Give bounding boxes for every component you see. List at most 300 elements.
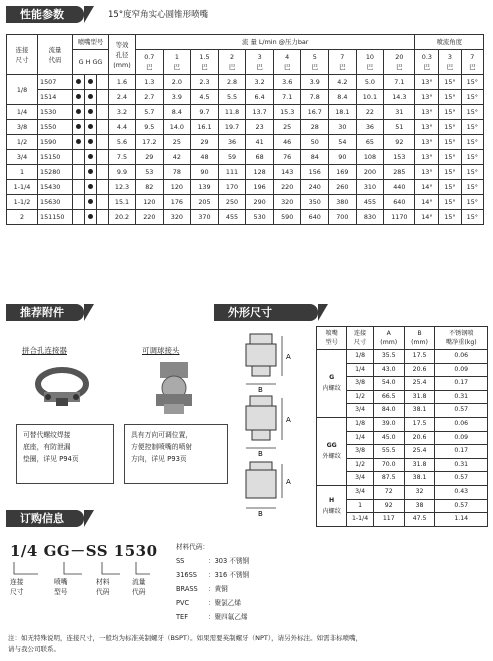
available-dot [76,79,81,84]
cell-flow: 590 [273,210,301,225]
cell-flow: 285 [384,165,415,180]
cell-code: 1507 [38,75,73,90]
cell-angle: 13° [415,120,439,135]
cell-angle: 15° [439,150,461,165]
cell-flow: 50 [301,135,329,150]
cell-type-g [73,105,85,120]
pressure-header: 2 巴 [218,50,246,75]
dim-cell: 0.09 [435,431,488,445]
dim-cell: 55.5 [373,445,404,459]
cell-type-h [85,90,97,105]
cell-flow: 220 [273,180,301,195]
cell-type-h [85,120,97,135]
dim-cell: 38.1 [404,404,435,418]
cell-type-g [73,120,85,135]
pressure-header: 7 巴 [329,50,357,75]
cell-flow: 530 [246,210,274,225]
table-row [7,180,484,195]
material-item [176,610,306,624]
dim-cell: 1 [347,499,374,513]
cell-flow: 6.4 [246,90,274,105]
table-row [7,150,484,165]
available-dot [88,184,93,189]
pressure-header: 20 巴 [384,50,415,75]
material-item [176,596,306,610]
cell-code: 15430 [38,180,73,195]
available-dot [88,109,93,114]
col-header-flow: 流 量 L/min @压力bar [136,35,415,50]
cell-orifice: 5.6 [109,135,136,150]
cell-flow: 290 [246,195,274,210]
dim-type-name: G [329,374,335,382]
cell-type-g [73,150,85,165]
cell-flow: 9.7 [191,105,219,120]
cell-flow: 4.5 [191,90,219,105]
dim-label-a3: A [286,478,291,486]
cell-angle: 15° [439,135,461,150]
cell-type-g [73,195,85,210]
cell-flow: 5.7 [136,105,164,120]
cell-flow: 11.8 [218,105,246,120]
cell-angle: 15° [439,90,461,105]
dim-cell: 117 [373,513,404,527]
material-desc: ：303 不锈钢 [208,557,250,565]
cell-flow: 53 [136,165,164,180]
cell-flow: 320 [163,210,191,225]
cell-type-g [73,210,85,225]
cell-type-gg [97,135,109,150]
dim-cell: 31.8 [404,458,435,472]
cell-flow: 455 [356,195,384,210]
cell-flow: 108 [356,150,384,165]
cell-size: 3/4 [7,150,38,165]
dim-cell: 0.09 [435,363,488,377]
dim-cell: 0.06 [435,350,488,364]
cell-orifice: 15.1 [109,195,136,210]
table-row [7,75,484,90]
cell-flow: 84 [301,150,329,165]
cell-size: 1/8 [7,75,38,105]
dim-cell: 87.5 [373,472,404,486]
dim-cell: 0.31 [435,390,488,404]
table-row [317,417,488,431]
available-dot [88,214,93,219]
cell-flow: 169 [329,165,357,180]
angle-pressure-header: 3 巴 [439,50,461,75]
cell-angle: 15° [461,135,483,150]
cell-flow: 15.3 [273,105,301,120]
cell-size: 1/4 [7,105,38,120]
cell-flow: 170 [218,180,246,195]
section-subtitle: 15°度窄角实心圆锥形喷嘴 [108,10,209,20]
angle-pressure-header: 0.3 巴 [415,50,439,75]
cell-flow: 17.2 [136,135,164,150]
cell-flow: 82 [136,180,164,195]
pressure-header: 5 巴 [301,50,329,75]
cell-flow: 350 [301,195,329,210]
cell-flow: 36 [356,120,384,135]
available-dot [88,139,93,144]
cell-flow: 41 [246,135,274,150]
cell-angle: 15° [461,165,483,180]
dim-cell: 1/8 [347,417,374,431]
dim-cell: 1/4 [347,431,374,445]
cell-size: 1-1/2 [7,195,38,210]
cell-flow: 92 [384,135,415,150]
cell-flow: 830 [356,210,384,225]
cell-code: 1514 [38,90,73,105]
cell-type-h [85,180,97,195]
cell-type-h [85,150,97,165]
cell-flow: 156 [301,165,329,180]
cell-flow: 78 [163,165,191,180]
cell-angle: 13° [415,150,439,165]
cell-flow: 196 [246,180,274,195]
available-dot [88,154,93,159]
material-title: 材料代码： [176,543,209,551]
angle-pressure-header: 7 巴 [461,50,483,75]
cell-type-gg [97,75,109,90]
dim-header-weight: 不锈钢喷 嘴净重(kg) [435,327,488,350]
cell-flow: 30 [329,120,357,135]
dim-header-a: A (mm) [373,327,404,350]
cell-code: 1550 [38,120,73,135]
dim-cell: 3/4 [347,472,374,486]
dim-cell: 72 [373,485,404,499]
cell-flow: 120 [136,195,164,210]
dim-label-b3: B [258,510,263,518]
cell-orifice: 3.2 [109,105,136,120]
cell-code: 15150 [38,150,73,165]
cell-flow: 9.5 [136,120,164,135]
cell-flow: 25 [273,120,301,135]
cell-flow: 59 [218,150,246,165]
cell-type-g [73,90,85,105]
cell-flow: 3.6 [273,75,301,90]
section-header-performance: 性能参数 [6,6,84,23]
cell-flow: 14.0 [163,120,191,135]
cell-flow: 4.2 [329,75,357,90]
cell-flow: 640 [384,195,415,210]
cell-flow: 16.7 [301,105,329,120]
cell-flow: 36 [218,135,246,150]
dim-header-type: 喷嘴 型号 [317,327,347,350]
cell-angle: 13° [415,165,439,180]
cell-type-gg [97,105,109,120]
cell-flow: 320 [273,195,301,210]
cell-flow: 29 [191,135,219,150]
table-row [317,485,488,499]
dim-type-sub: 内螺纹 [322,385,341,393]
pressure-header: 10 巴 [356,50,384,75]
cell-angle: 14° [415,195,439,210]
dim-label-a2: A [286,416,291,424]
table-row [7,90,484,105]
cell-flow: 46 [273,135,301,150]
cell-flow: 200 [356,165,384,180]
cell-flow: 260 [329,180,357,195]
cell-type-gg [97,180,109,195]
dim-cell: 66.5 [373,390,404,404]
available-dot [76,94,81,99]
dim-cell: 1/2 [347,458,374,472]
cell-flow: 2.8 [218,75,246,90]
cell-flow: 3.9 [163,90,191,105]
cell-type-h [85,105,97,120]
dim-cell: 17.5 [404,417,435,431]
cell-angle: 15° [461,150,483,165]
col-header-type-sub: G H GG [73,50,109,75]
label-nozzle-type: 喷嘴 型号 [54,578,68,596]
cell-angle: 15° [461,75,483,90]
dim-cell: 1.14 [435,513,488,527]
col-header-angle: 喷流角度 [415,35,484,50]
cell-orifice: 7.5 [109,150,136,165]
cell-flow: 31 [384,105,415,120]
cell-flow: 8.4 [163,105,191,120]
section-header-ordering: 订购信息 [6,510,84,527]
pressure-header: 1 巴 [163,50,191,75]
cell-orifice: 9.9 [109,165,136,180]
dim-cell: 31.8 [404,390,435,404]
dim-type-sub: 内螺纹 [322,507,341,515]
spec-table [6,34,484,225]
dim-cell: 3/4 [347,485,374,499]
cell-flow: 380 [329,195,357,210]
material-desc: ：黄铜 [208,585,228,593]
material-desc: ：聚四氟乙烯 [208,613,248,621]
cell-flow: 700 [329,210,357,225]
cell-angle: 14° [415,210,439,225]
cell-angle: 13° [415,135,439,150]
cell-type-h [85,195,97,210]
cell-orifice: 4.4 [109,120,136,135]
dim-cell: 1/4 [347,363,374,377]
cell-type-g [73,135,85,150]
dim-cell: 0.31 [435,458,488,472]
cell-orifice: 1.6 [109,75,136,90]
nozzle-dimension-drawings [236,330,298,530]
order-code-example: 1/4 GG－SS 1530 [10,542,158,560]
dim-header-b: B (mm) [404,327,435,350]
ball-joint-image [146,360,202,416]
cell-code: 151150 [38,210,73,225]
split-clamp-image [26,362,98,412]
table-row [7,135,484,150]
cell-flow: 51 [384,120,415,135]
dim-cell: 25.4 [404,445,435,459]
table-row [7,105,484,120]
cell-type-gg [97,165,109,180]
dim-cell: 38 [404,499,435,513]
available-dot [76,139,81,144]
cell-type-h [85,75,97,90]
cell-angle: 13° [415,90,439,105]
cell-angle: 15° [461,105,483,120]
cell-angle: 15° [461,195,483,210]
cell-flow: 16.1 [191,120,219,135]
cell-type-gg [97,150,109,165]
cell-flow: 18.1 [329,105,357,120]
cell-flow: 139 [191,180,219,195]
label-flow: 流量 代码 [132,578,146,596]
dim-cell: 17.5 [404,350,435,364]
table-row [7,210,484,225]
cell-angle: 15° [461,210,483,225]
cell-flow: 68 [246,150,274,165]
cell-flow: 65 [356,135,384,150]
cell-type-g [73,165,85,180]
cell-flow: 128 [246,165,274,180]
material-desc: ：聚氯乙烯 [208,599,241,607]
dim-cell: 54.0 [373,377,404,391]
cell-flow: 5.0 [356,75,384,90]
col-header-nozzle-type: 喷嘴型号 [73,35,109,50]
dim-type-cell [317,485,347,526]
cell-flow: 25 [163,135,191,150]
material-item [176,582,306,596]
cell-type-gg [97,210,109,225]
cell-angle: 15° [461,180,483,195]
cell-angle: 15° [439,210,461,225]
material-codes [176,540,306,624]
available-dot [88,124,93,129]
pressure-header: 4 巴 [273,50,301,75]
cell-flow: 640 [301,210,329,225]
accessory-title-connector: 拼合孔连接器 [22,346,67,355]
dim-cell: 47.5 [404,513,435,527]
cell-orifice: 2.4 [109,90,136,105]
cell-type-gg [97,90,109,105]
cell-angle: 15° [439,120,461,135]
cell-flow: 2.7 [136,90,164,105]
table-row [7,165,484,180]
cell-orifice: 12.3 [109,180,136,195]
dimension-table [316,326,488,527]
cell-flow: 7.1 [273,90,301,105]
dim-cell: 3/8 [347,377,374,391]
cell-flow: 22 [356,105,384,120]
cell-flow: 153 [384,150,415,165]
cell-flow: 42 [163,150,191,165]
cell-type-h [85,210,97,225]
cell-flow: 440 [384,180,415,195]
accessory-title-ball-joint: 可调球接头 [142,346,180,355]
cell-flow: 111 [218,165,246,180]
cell-flow: 370 [191,210,219,225]
cell-size: 3/8 [7,120,38,135]
dim-cell: 45.0 [373,431,404,445]
col-header-connection: 连接 尺寸 [7,35,38,75]
cell-flow: 143 [273,165,301,180]
dim-cell: 3/8 [347,445,374,459]
dim-cell: 32 [404,485,435,499]
cell-angle: 15° [439,180,461,195]
accessory-desc-ball-joint: 具有万向可调位置， 方便控制喷嘴的喷射 方向，详见 P93页 [124,424,228,484]
dim-cell: 0.57 [435,499,488,513]
cell-flow: 28 [301,120,329,135]
cell-code: 15280 [38,165,73,180]
cell-type-gg [97,195,109,210]
dim-type-sub: 外螺纹 [322,453,341,461]
pressure-header: 0.7 巴 [136,50,164,75]
table-row [7,120,484,135]
cell-flow: 240 [301,180,329,195]
material-desc: ：316 不锈钢 [208,571,250,579]
table-row [317,350,488,364]
dim-label-b2: B [258,450,263,458]
dim-cell: 1-1/4 [347,513,374,527]
cell-flow: 3.2 [246,75,274,90]
cell-flow: 310 [356,180,384,195]
label-connection: 连接 尺寸 [10,578,24,596]
cell-size: 1-1/4 [7,180,38,195]
dim-label-b1: B [258,386,263,394]
cell-code: 15630 [38,195,73,210]
table-row [7,195,484,210]
material-code: TEF [176,613,188,621]
cell-flow: 2.3 [191,75,219,90]
dim-header-connection: 连接 尺寸 [347,327,374,350]
cell-angle: 13° [415,75,439,90]
cell-flow: 23 [246,120,274,135]
cell-angle: 13° [415,105,439,120]
dim-cell: 43.0 [373,363,404,377]
cell-type-gg [97,120,109,135]
dim-cell: 92 [373,499,404,513]
dim-cell: 38.1 [404,472,435,486]
dim-type-name: H [329,496,335,504]
available-dot [88,169,93,174]
cell-angle: 15° [439,165,461,180]
dim-cell: 39.0 [373,417,404,431]
cell-flow: 455 [218,210,246,225]
cell-flow: 220 [136,210,164,225]
cell-flow: 1170 [384,210,415,225]
available-dot [88,79,93,84]
dim-label-a1: A [286,353,291,361]
dim-cell: 0.17 [435,445,488,459]
section-header-accessories: 推荐附件 [6,304,84,321]
dim-cell: 3/4 [347,404,374,418]
cell-flow: 90 [329,150,357,165]
cell-code: 1590 [38,135,73,150]
cell-code: 1530 [38,105,73,120]
available-dot [88,199,93,204]
cell-flow: 90 [191,165,219,180]
cell-flow: 54 [329,135,357,150]
cell-flow: 10.1 [356,90,384,105]
cell-flow: 5.5 [218,90,246,105]
cell-flow: 19.7 [218,120,246,135]
cell-size: 1 [7,165,38,180]
dim-cell: 20.6 [404,363,435,377]
available-dot [88,94,93,99]
dim-cell: 35.5 [373,350,404,364]
cell-size: 2 [7,210,38,225]
material-item [176,554,306,568]
dim-cell: 0.06 [435,417,488,431]
dim-type-name: GG [326,442,337,450]
dim-cell: 20.6 [404,431,435,445]
cell-angle: 15° [439,195,461,210]
cell-angle: 15° [439,75,461,90]
accessory-desc-connector: 可替代螺纹焊接 底座，有防泄漏 垫圈，详见 P94页 [16,424,114,484]
footnote: 注：如无特殊说明，连接尺寸，一般均为标准英制螺牙（BSPT）。如果需要英制螺牙（NPT），请另外标注。如需非标喷嘴， 请与我公司联系。 [8,634,363,653]
cell-type-h [85,165,97,180]
material-code: 316SS [176,571,197,579]
dim-cell: 0.57 [435,404,488,418]
